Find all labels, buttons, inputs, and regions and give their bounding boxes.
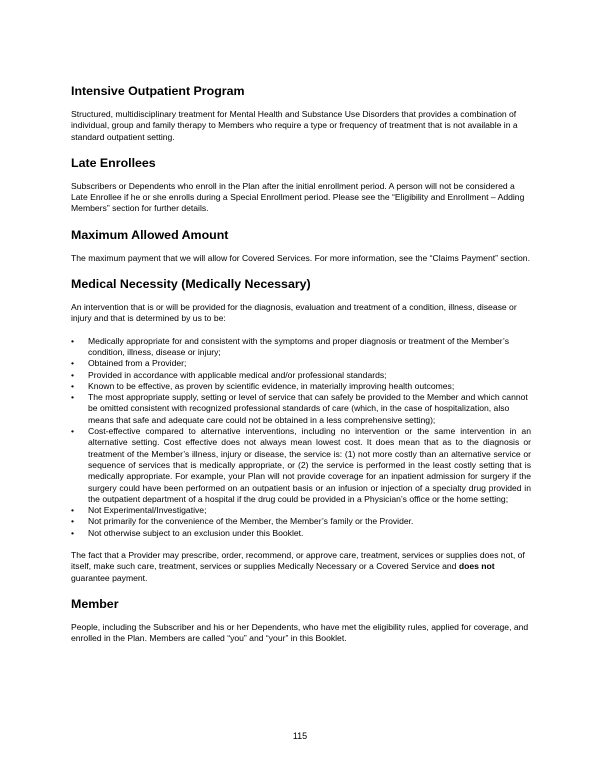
section-heading: Member <box>71 596 119 611</box>
bullet-icon: • <box>71 392 75 403</box>
section-heading: Late Enrollees <box>71 155 156 170</box>
bullet-icon: • <box>71 505 75 516</box>
bullet-icon: • <box>71 426 75 437</box>
bullet-icon: • <box>71 380 75 391</box>
document-page <box>71 84 531 658</box>
section-body: The maximum payment that we will allow for Covered Services. For more information, see the “Claims Payment” section. <box>71 252 530 263</box>
page-number: 115 <box>292 731 308 741</box>
section-body: Structured, multidisciplinary treatment for Mental Health and Substance Use Disorders that provides a combination of individual, group and family therapy to Members who require a type or frequency of treatment that is not available in a standard outpatient setting. <box>71 109 518 142</box>
bullet-icon: • <box>71 335 75 346</box>
bullet-icon: • <box>71 516 75 527</box>
section-heading: Maximum Allowed Amount <box>71 227 229 242</box>
section-body: People, including the Subscriber and his or her Dependents, who have met the eligibility rules, applied for coverage, and enrolled in the Plan. Members are called “you” and “your” in this Booklet. <box>71 621 529 644</box>
list-item: • Provided in accordance with applicable medical and/or professional standards; <box>71 369 387 380</box>
section-member <box>71 597 531 645</box>
list-item: • Not primarily for the convenience of the Member, the Member’s family or the Provider. <box>71 516 414 527</box>
bullet-icon: • <box>71 527 75 538</box>
section-intensive-outpatient-program <box>71 84 531 143</box>
medical-necessity-criteria-list <box>71 336 531 539</box>
section-intro: An intervention that is or will be provided for the diagnosis, evaluation and treatment of a condition, illness, disease or injury and that is determined by us to be: <box>71 302 517 324</box>
bullet-icon: • <box>71 369 75 380</box>
emphasis-does-not: does not <box>458 561 495 572</box>
list-item: • The most appropriate supply, setting or level of service that can safely be provided to the Member and which cannot be omitted consistent with recognized professional standards of care (which, in the case of hospitalization, also means that safe and adequate care could not be obtained in a less comprehensive setting); <box>71 392 528 425</box>
list-item: • Known to be effective, as proven by scientific evidence, in materially improving health outcomes; <box>71 380 455 391</box>
section-heading: Intensive Outpatient Program <box>71 84 245 98</box>
section-heading: Medical Necessity (Medically Necessary) <box>71 277 311 292</box>
list-item: • Not otherwise subject to an exclusion under this Booklet. <box>71 527 304 538</box>
bullet-icon: • <box>71 358 75 369</box>
list-item: • Not Experimental/Investigative; <box>71 505 207 516</box>
section-maximum-allowed-amount <box>71 228 531 264</box>
list-item: • Obtained from a Provider; <box>71 358 187 369</box>
section-closing: The fact that a Provider may prescribe, order, recommend, or approve care, treatment, services or supplies does not, of itself, make such care, treatment, services or supplies Medically Necessary or a Covered Service and does not guarantee payment. <box>71 550 525 583</box>
list-item: • Medically appropriate for and consistent with the symptoms and proper diagnosis or treatment of the Member’s condition, illness, disease or injury; <box>71 335 509 357</box>
list-item: • Cost-effective compared to alternative interventions, including no intervention or the same intervention in an alternative setting. Cost effective does not always mean lowest cost. It does mean that as to the diagnosis or treatment of the Member’s illness, injury or disease, the service is: (1) not more costly than an alternative service or sequence of services that is medically appropriate, or (2) the service is performed in the least costly setting that is medically appropriate. For example, your Plan will not provide coverage for an inpatient admission for surgery if the surgery could have been performed on an outpatient basis or an infusion or injection of a specialty drug provided in the outpatient department of a hospital if the drug could be provided in a Physician’s office or the home setting; <box>71 426 531 504</box>
section-late-enrollees <box>71 156 531 215</box>
section-medical-necessity <box>71 277 531 584</box>
section-body: Subscribers or Dependents who enroll in the Plan after the initial enrollment period. A person will not be considered a Late Enrollee if he or she enrolls during a Special Enrollment period. Please see the “Eligibility and Enrollment – Adding Members” section for further details. <box>71 180 525 214</box>
